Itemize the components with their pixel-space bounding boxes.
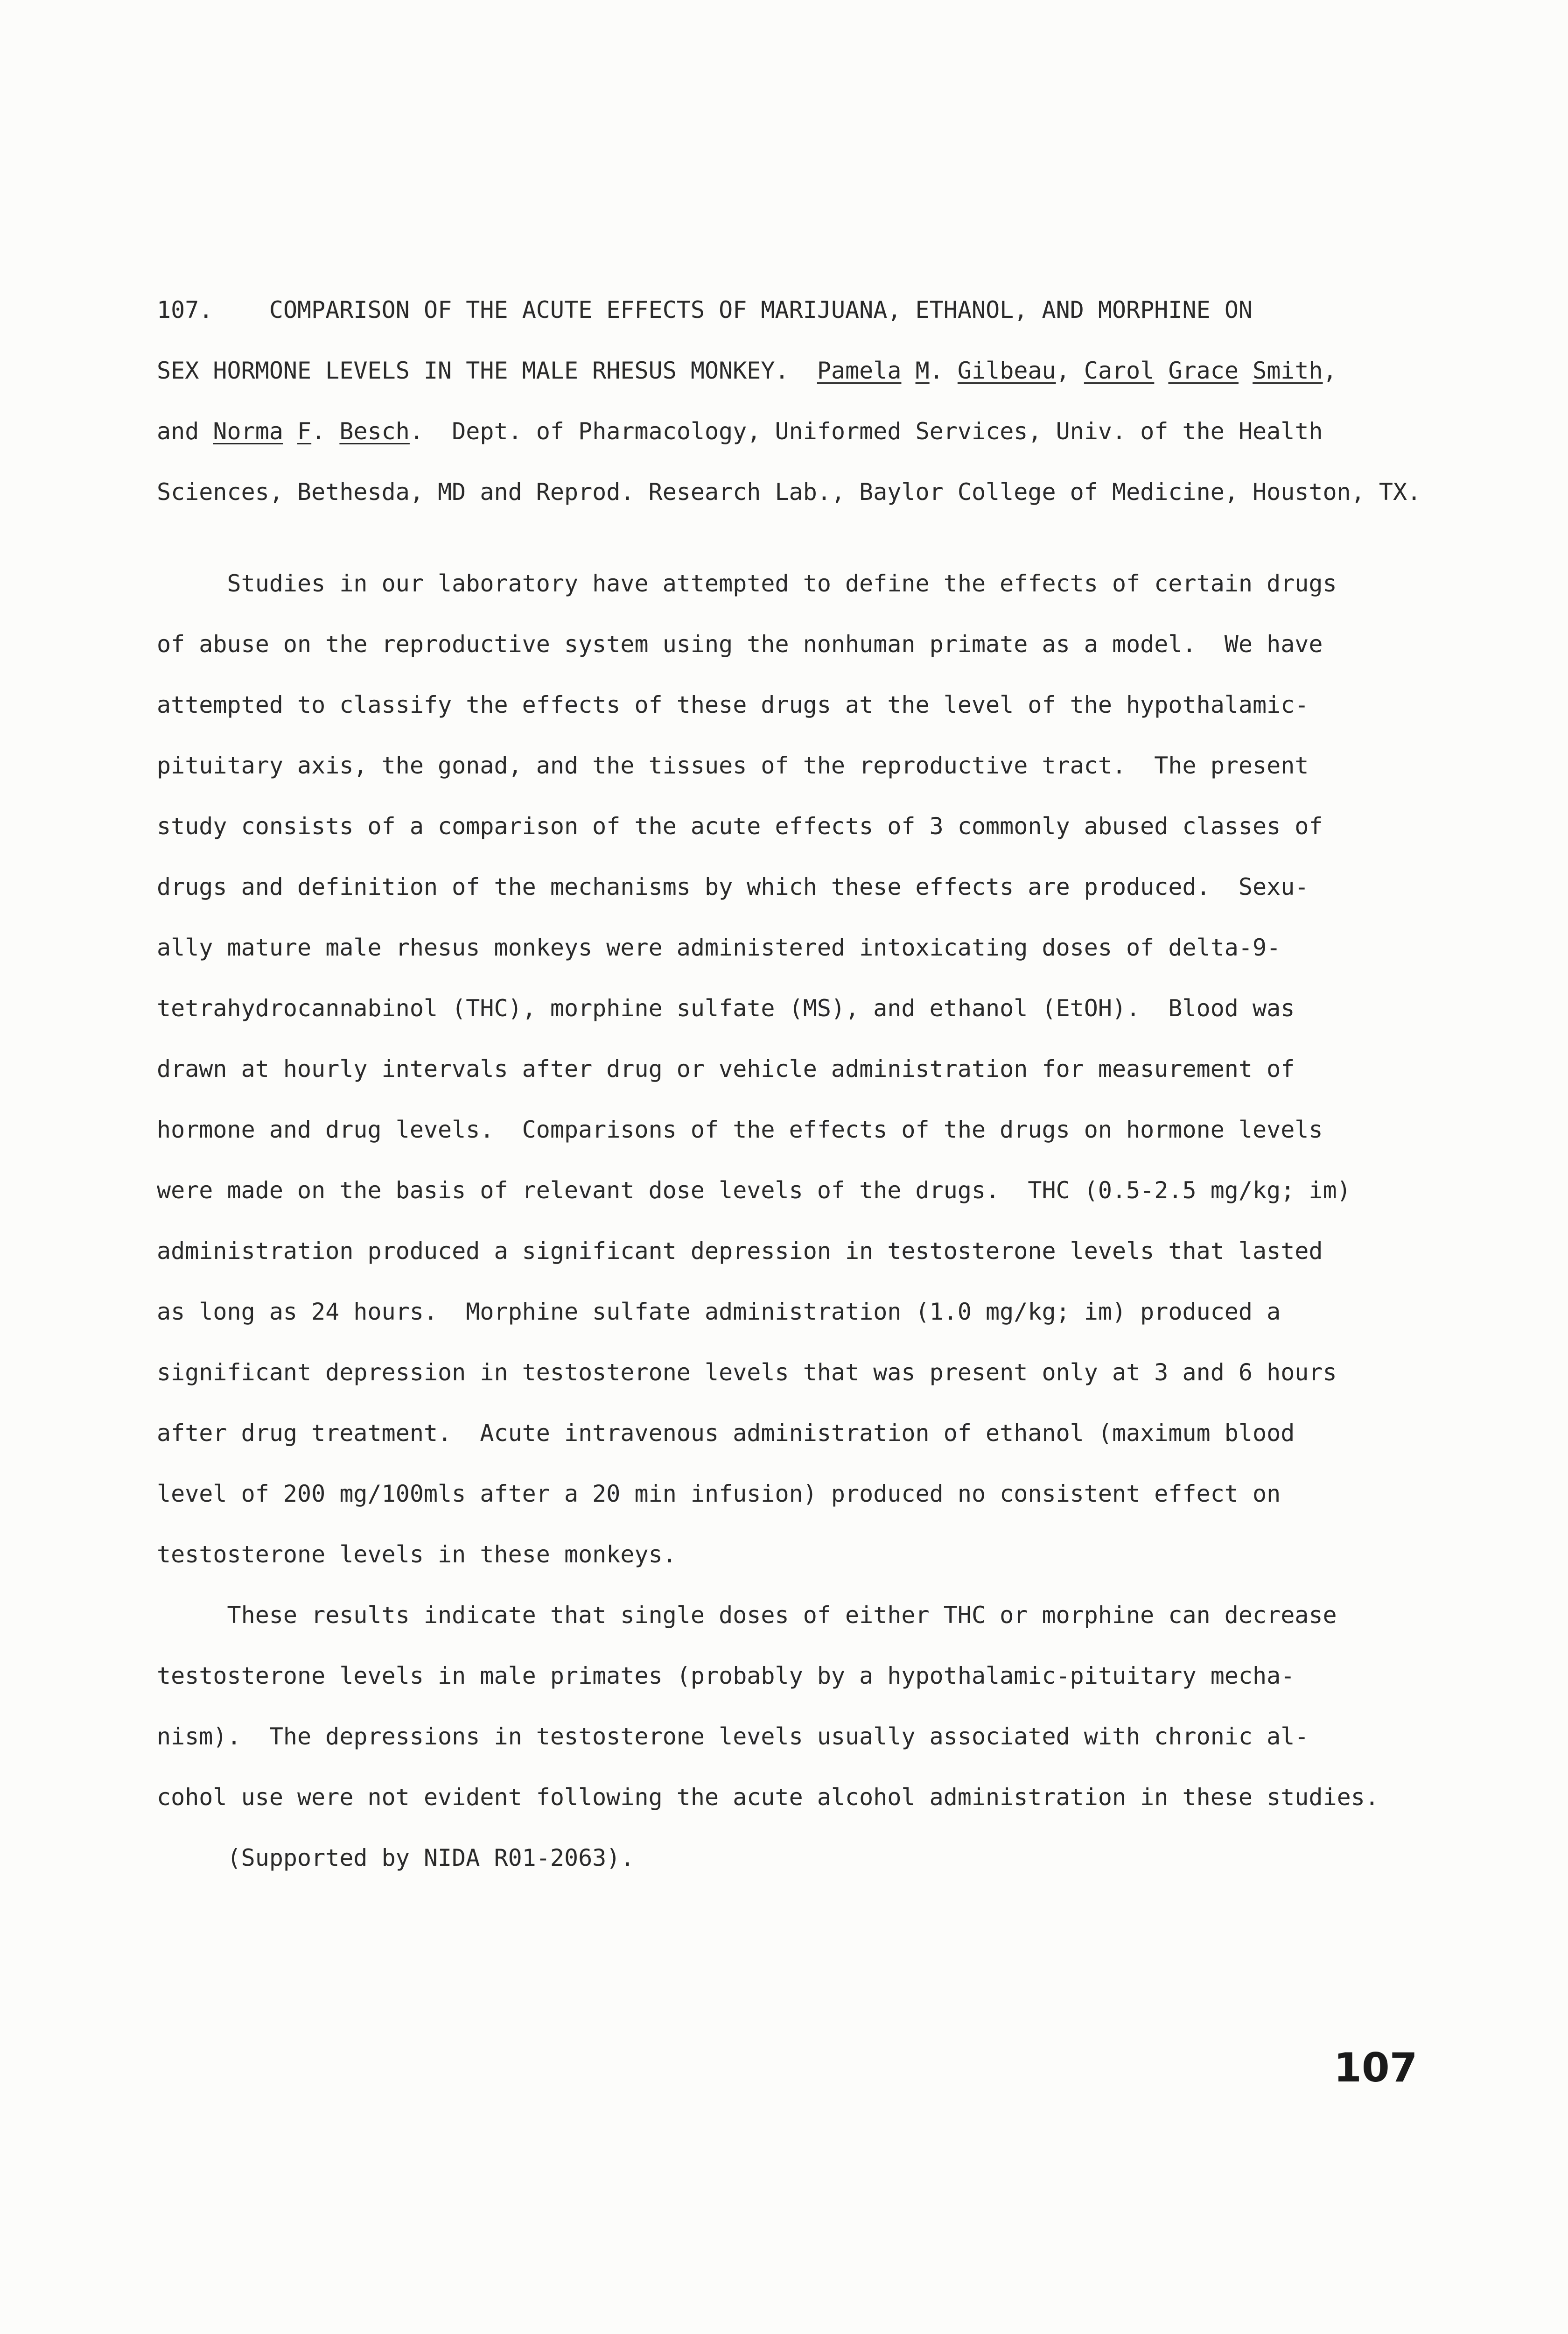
author-carol: Carol [1084, 357, 1155, 384]
abstract-number: 107. [157, 296, 213, 323]
title-text-2: SEX HORMONE LEVELS IN THE MALE RHESUS MONKEY. [157, 357, 789, 384]
paragraph-1-line: were made on the basis of relevant dose levels of the drugs. THC (0.5-2.5 mg/kg; im) [157, 1177, 1351, 1204]
paragraph-1-line: administration produced a significant depression in testosterone levels that lasted [157, 1237, 1323, 1265]
author-besch: Besch [339, 418, 410, 445]
author-smith: Smith [1253, 357, 1323, 384]
paragraph-1-line: attempted to classify the effects of these drugs at the level of the hypothalamic- [157, 691, 1309, 718]
paragraph-1-line: study consists of a comparison of the acute effects of 3 commonly abused classes of [157, 813, 1323, 840]
title-line-2: SEX HORMONE LEVELS IN THE MALE RHESUS MONKEY. Pamela M. Gilbeau, Carol Grace Smith, [157, 357, 1337, 384]
paragraph-2-line: nism). The depressions in testosterone levels usually associated with chronic al- [157, 1723, 1309, 1750]
paragraph-1-line: drawn at hourly intervals after drug or vehicle administration for measurement of [157, 1055, 1295, 1083]
affiliation-line-4: Sciences, Bethesda, MD and Reprod. Research Lab., Baylor College of Medicine, Houston, TX. [157, 478, 1421, 506]
authors-line-3: and Norma F. Besch. Dept. of Pharmacology, Uniformed Services, Univ. of the Health [157, 418, 1323, 445]
affiliation-text-3: Dept. of Pharmacology, Uniformed Services, Univ. of the Health [452, 418, 1323, 445]
paragraph-1-line: ally mature male rhesus monkeys were administered intoxicating doses of delta-9- [157, 934, 1281, 961]
author-m-initial: M [915, 357, 930, 384]
paragraph-1-line: pituitary axis, the gonad, and the tissues of the reproductive tract. The present [157, 752, 1309, 779]
paragraph-2-line: cohol use were not evident following the acute alcohol administration in these studies. [157, 1784, 1379, 1811]
paragraph-1-line: of abuse on the reproductive system using the nonhuman primate as a model. We have [157, 631, 1323, 658]
paragraph-1-line: testosterone levels in these monkeys. [157, 1541, 677, 1568]
page-number: 107 [1334, 2045, 1418, 2091]
paragraph-1-line: drugs and definition of the mechanisms by which these effects are produced. Sexu- [157, 873, 1309, 900]
author-f-initial: F [297, 418, 312, 445]
paragraph-1-line: Studies in our laboratory have attempted to define the effects of certain drugs [157, 570, 1337, 597]
author-grace: Grace [1168, 357, 1239, 384]
paragraph-1-line: after drug treatment. Acute intravenous administration of ethanol (maximum blood [157, 1420, 1295, 1447]
author-and: and [157, 418, 199, 445]
title-text-1: COMPARISON OF THE ACUTE EFFECTS OF MARIJUANA, ETHANOL, AND MORPHINE ON [269, 296, 1253, 323]
paragraph-1-line: significant depression in testosterone levels that was present only at 3 and 6 hours [157, 1359, 1337, 1386]
paragraph-1-line: tetrahydrocannabinol (THC), morphine sulfate (MS), and ethanol (EtOH). Blood was [157, 995, 1295, 1022]
author-pamela: Pamela [817, 357, 902, 384]
author-gilbeau: Gilbeau [957, 357, 1056, 384]
paragraph-1-line: as long as 24 hours. Morphine sulfate administration (1.0 mg/kg; im) produced a [157, 1298, 1281, 1325]
author-norma: Norma [213, 418, 283, 445]
support-note: (Supported by NIDA R01-2063). [157, 1844, 635, 1871]
paragraph-1-line: level of 200 mg/100mls after a 20 min infusion) produced no consistent effect on [157, 1480, 1281, 1507]
title-line-1 [157, 296, 1253, 324]
paragraph-1-line: hormone and drug levels. Comparisons of the effects of the drugs on hormone levels [157, 1116, 1323, 1143]
paragraph-2-line: testosterone levels in male primates (probably by a hypothalamic-pituitary mecha- [157, 1662, 1295, 1689]
paragraph-2-line: These results indicate that single doses of either THC or morphine can decrease [157, 1602, 1337, 1629]
